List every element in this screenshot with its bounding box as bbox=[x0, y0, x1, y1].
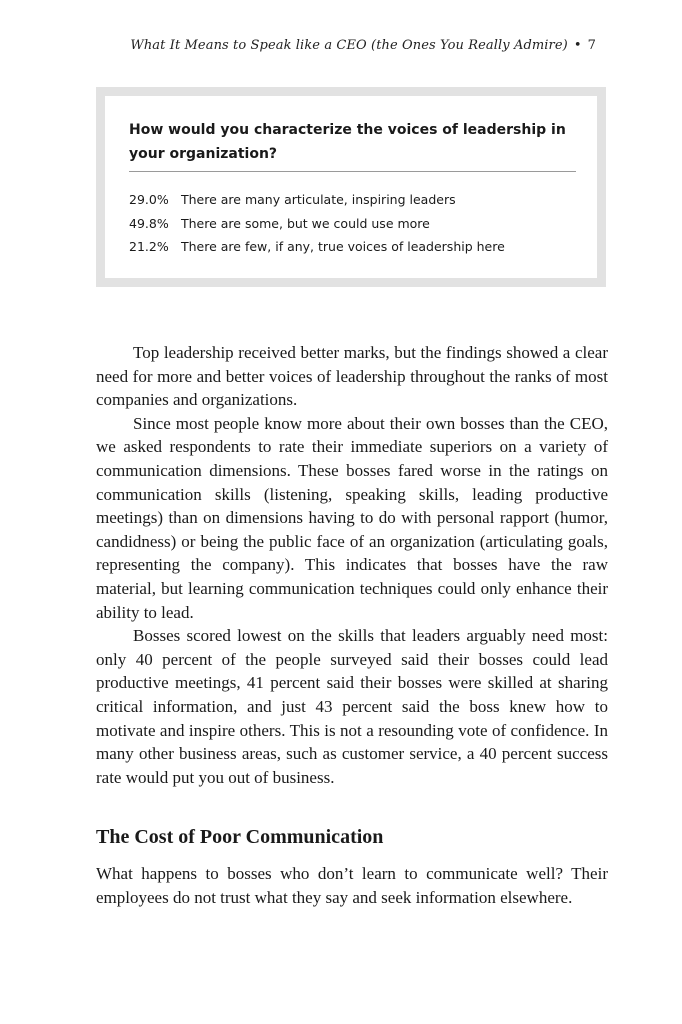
section-body-text bbox=[96, 862, 608, 909]
survey-result-item bbox=[129, 235, 505, 259]
survey-result-label: There are many articulate, inspiring leaders bbox=[181, 192, 456, 207]
separator-bullet: • bbox=[573, 38, 582, 53]
survey-result-item bbox=[129, 188, 505, 212]
page-number: 7 bbox=[587, 38, 596, 53]
body-paragraph: Since most people know more about their own bosses than the CEO, we asked respondents to rate their immediate superiors on a variety of communication dimensions. These bosses fared worse in the ratings on communication skills (listening, speaking skills, leading productive meetings) than on dimensions having to do with personal rapport (humor, candidness) or being the public face of an organization (articulating goals, representing the company). This indicates that bosses have the raw material, but learning communication techniques could only enhance their ability to lead. bbox=[96, 413, 608, 622]
section-paragraph: What happens to bosses who don’t learn to communicate well? Their employees do not trust what they say and seek information elsewhere. bbox=[96, 864, 608, 907]
running-head bbox=[130, 38, 596, 53]
body-paragraph: Bosses scored lowest on the skills that leaders arguably need most: only 40 percent of the people surveyed said their bosses could lead productive meetings, 41 percent said their bosses were skilled at sharing critical information, and just 43 percent said the boss knew how to motivate and inspire others. This is not a resounding vote of confidence. In many other business areas, such as customer service, a 40 percent success rate would put you out of business. bbox=[96, 626, 608, 787]
survey-result-item bbox=[129, 212, 505, 236]
running-title: What It Means to Speak like a CEO (the Ones You Really Admire) bbox=[130, 38, 568, 53]
survey-sidebar bbox=[96, 87, 606, 287]
survey-result-label: There are few, if any, true voices of leadership here bbox=[181, 239, 505, 254]
body-text bbox=[96, 341, 608, 789]
survey-result-percent: 29.0% bbox=[129, 192, 169, 207]
survey-result-label: There are some, but we could use more bbox=[181, 215, 430, 231]
body-paragraph: Top leadership received better marks, but the findings showed a clear need for more and better voices of leadership throughout the ranks of most companies and organizations. bbox=[96, 343, 608, 410]
survey-result-percent: 21.2% bbox=[129, 239, 169, 254]
survey-results-list bbox=[129, 188, 505, 259]
survey-question: How would you characterize the voices of leadership in your organization? bbox=[129, 122, 566, 162]
survey-result-percent: 49.8% bbox=[129, 215, 169, 231]
survey-divider bbox=[129, 171, 576, 172]
section-heading: The Cost of Poor Communication bbox=[96, 826, 384, 848]
